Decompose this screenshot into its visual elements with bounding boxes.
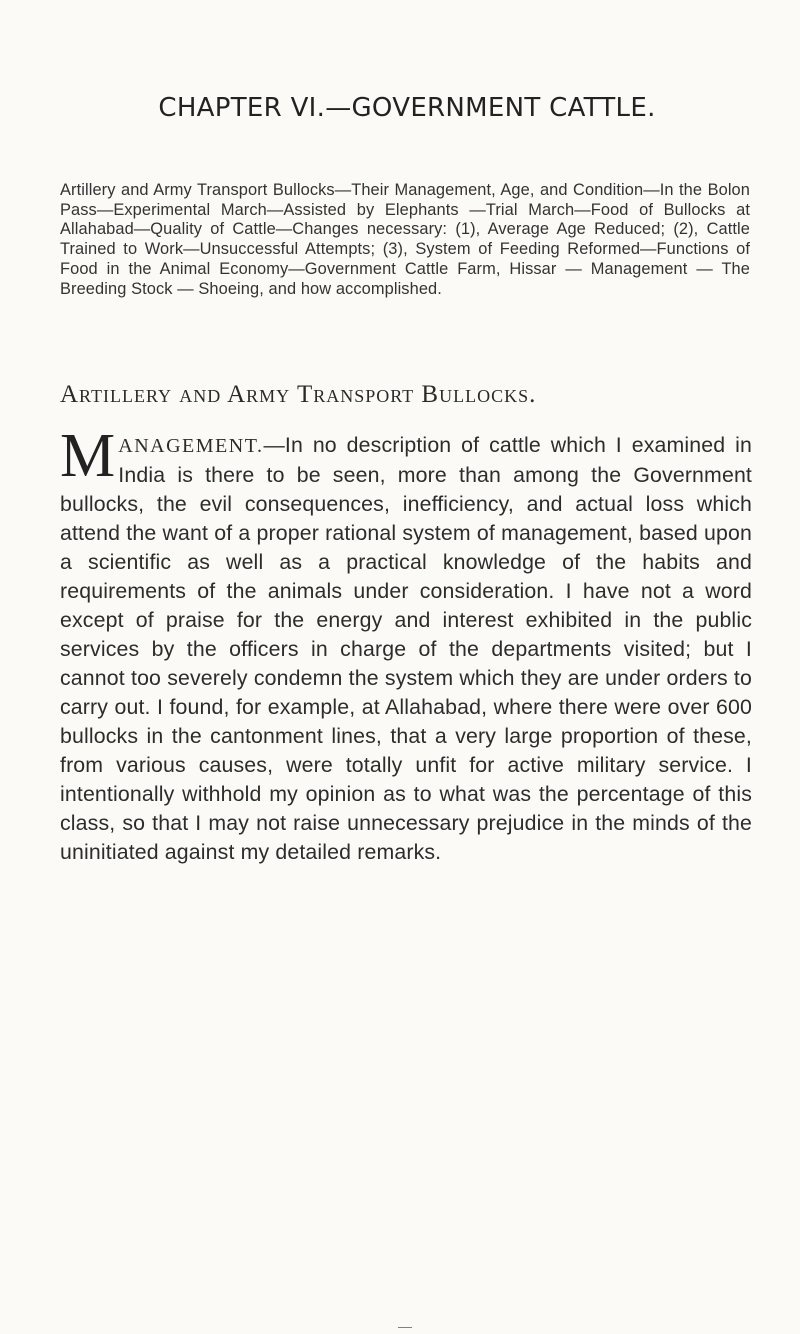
footer-mark: — [398, 1318, 412, 1334]
body-paragraph [60, 422, 752, 867]
body-text: —In no description of cattle which I examined in India is there to be seen, more than among the Government bullocks, the evil consequences, inefficiency, and actual loss which attend the want of a proper rational system of management, based upon a scientific as well as a practical knowledge of the habits and requirements of the animals under consideration. I have not a word except of praise for the energy and interest exhibited in the public services by the officers in charge of the departments visited; but I cannot too severely condemn the system which they are under orders to carry out. I found, for example, at Allahabad, where there were over 600 bullocks in the cantonment lines, that a very large proportion of these, from various causes, were totally unfit for active military service. I intentionally withhold my opinion as to what was the percentage of this class, so that I may not raise unnecessary prejudice in the minds of the uninitiated against my detailed remarks. [60, 433, 752, 864]
chapter-summary: Artillery and Army Transport Bullocks—Their Management, Age, and Condition—In the Bolon Pass—Experimental March—Assisted by Elephants —Trial March—Food of Bullocks at Allahabad—Quality of Cattle—Changes necessary: (1), Average Age Reduced; (2), Cattle Trained to Work—Unsuccessful Attempts; (3), System of Feeding Reformed—Functions of Food in the Animal Economy—Government Cattle Farm, Hissar — Management — The Breeding Stock — Shoeing, and how accomplished. [60, 181, 750, 298]
chapter-heading: CHAPTER VI.—GOVERNMENT CATTLE. [158, 93, 656, 123]
section-title: Artillery and Army Transport Bullocks. [60, 381, 537, 408]
drop-cap: M [60, 422, 116, 490]
lead-word: ANAGEMENT. [118, 435, 264, 457]
